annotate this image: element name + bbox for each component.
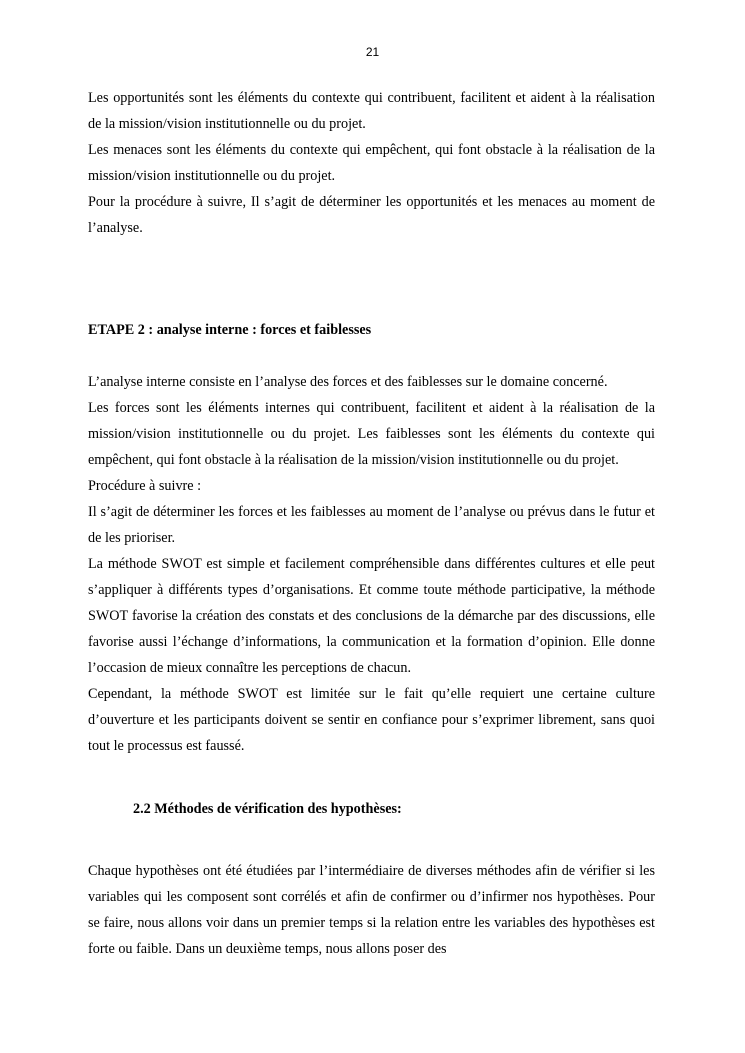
section-2-2-block — [88, 858, 655, 962]
paragraph-swot-avantages: La méthode SWOT est simple et facilement compréhensible dans différentes cultures et elle peut s’appliquer à différents types d’organisations. Et comme toute méthode participative, la méthode SWOT favorise la création des constats et des conclusions de la démarche par des discussions, elle favorise aussi l’échange d’informations, la communication et la formation d’opinion. Elle donne l’occasion de mieux connaître les perceptions de chacun. — [88, 556, 655, 676]
paragraph-opportunites: Les opportunités sont les éléments du contexte qui contribuent, facilitent et aident à la réalisation de la mission/vision institutionnelle ou du projet. — [88, 90, 655, 132]
etape-2-block — [88, 369, 655, 759]
paragraph-menaces: Les menaces sont les éléments du contexte qui empêchent, qui font obstacle à la réalisation de la mission/vision institutionnelle ou du projet. — [88, 142, 655, 184]
paragraph-hypotheses: Chaque hypothèses ont été étudiées par l’intermédiaire de diverses méthodes afin de vérifier si les variables qui les composent sont corrélés et afin de confirmer ou d’infirmer nos hypothèses. Pour se faire, nous allons voir dans un premier temps si la relation entre les variables des hypothèses est forte ou faible. Dans un deuxième temps, nous allons poser des — [88, 863, 655, 957]
intro-block — [88, 85, 655, 241]
etape-2-heading: ETAPE 2 : analyse interne : forces et faiblesses — [88, 322, 372, 338]
page-number: 21 — [365, 45, 380, 59]
paragraph-analyse-interne: L’analyse interne consiste en l’analyse des forces et des faiblesses sur le domaine concerné. — [88, 374, 608, 390]
paragraph-procedure-label: Procédure à suivre : — [88, 478, 202, 494]
paragraph-forces: Les forces sont les éléments internes qui contribuent, facilitent et aident à la réalisation de la mission/vision institutionnelle ou du projet. Les faiblesses sont les éléments du contexte qui empêchent, qui font obstacle à la réalisation de la mission/vision institutionnelle ou du projet. — [88, 400, 655, 468]
paragraph-swot-limites: Cependant, la méthode SWOT est limitée sur le fait qu’elle requiert une certaine culture d’ouverture et les participants doivent se sentir en confiance pour s’exprimer librement, sans quoi tout le processus est faussé. — [88, 686, 655, 754]
section-2-2-heading: 2.2 Méthodes de vérification des hypothèses: — [133, 801, 402, 817]
paragraph-procedure-externe: Pour la procédure à suivre, Il s’agit de déterminer les opportunités et les menaces au moment de l’analyse. — [88, 194, 655, 236]
paragraph-procedure-interne: Il s’agit de déterminer les forces et les faiblesses au moment de l’analyse ou prévus dans le futur et de les prioriser. — [88, 504, 655, 546]
